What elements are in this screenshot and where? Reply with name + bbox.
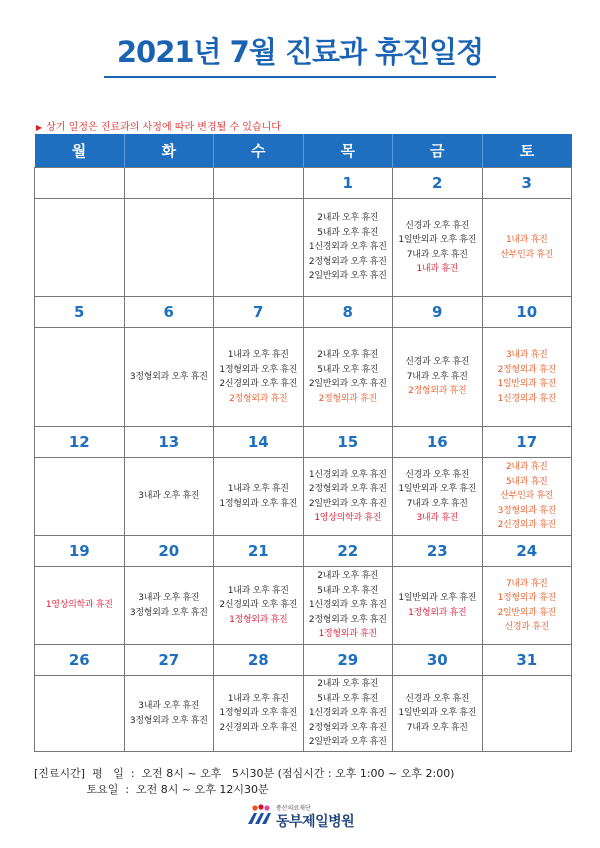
- closure-entry: 2내과 오후 휴진: [317, 679, 379, 690]
- closure-cell: [124, 328, 214, 427]
- closure-entry: 3내과 휴진: [505, 350, 548, 360]
- date-cell: 8: [303, 297, 393, 328]
- calendar-body: [35, 168, 572, 752]
- closure-cell: [214, 199, 304, 297]
- date-cell: 21: [214, 536, 304, 567]
- empty-date-cell: [214, 168, 304, 199]
- closure-entry: 3내과 오후 휴진: [138, 701, 200, 711]
- closure-row: [35, 458, 572, 536]
- date-cell: 13: [124, 427, 214, 458]
- weekday-sat: 토: [482, 134, 572, 168]
- closure-cell: [393, 199, 483, 297]
- closure-entry: 5내과 휴진: [505, 476, 548, 487]
- closure-entry: 2내과 오후 휴진: [317, 571, 379, 582]
- weekday-mon: 월: [35, 134, 125, 168]
- schedule-notice: [36, 118, 281, 133]
- closure-entry: 1일반외과 오후 휴진: [398, 484, 477, 494]
- date-cell: 22: [303, 536, 393, 567]
- closure-entry: 1신경외과 오후 휴진: [308, 469, 387, 480]
- closure-cell: [35, 328, 125, 427]
- closure-entry: 1신경외과 휴진: [497, 393, 556, 404]
- closure-cell: [303, 458, 393, 536]
- closure-entry: 1정형외과 오후 휴진: [219, 498, 298, 509]
- closure-cell: [393, 567, 483, 645]
- closure-entry: 1일반외과 오후 휴진: [398, 235, 477, 245]
- closure-entry: 1내과 휴진: [416, 264, 459, 274]
- closure-cell: [303, 567, 393, 645]
- date-row: [35, 536, 572, 567]
- closure-entry: 1정형외과 휴진: [497, 593, 556, 603]
- clinic-hours: [34, 766, 454, 798]
- closure-entry: 2정형외과 오후 휴진: [308, 614, 387, 625]
- closure-cell: [35, 567, 125, 645]
- date-cell: 23: [393, 536, 483, 567]
- closure-entry: 7내과 휴진: [505, 578, 548, 589]
- closure-cell: [482, 199, 572, 297]
- date-cell: 12: [35, 427, 125, 458]
- closure-entry: 산부인과 휴진: [500, 491, 554, 502]
- date-cell: 10: [482, 297, 572, 328]
- closure-entry: 2내과 오후 휴진: [317, 350, 379, 360]
- empty-date-cell: [124, 168, 214, 199]
- closure-entry: 1정형외과 휴진: [229, 614, 288, 625]
- closure-entry: 1내과 오후 휴진: [227, 693, 289, 704]
- closure-entry: 3내과 오후 휴진: [138, 491, 200, 502]
- closure-entry: 산부인과 휴진: [500, 249, 554, 260]
- closure-entry: 2신경외과 오후 휴진: [219, 600, 298, 611]
- closure-entry: 1영상의학과 휴진: [45, 600, 113, 611]
- closure-cell: [35, 676, 125, 752]
- closure-entry: 7내과 오후 휴진: [406, 371, 468, 382]
- closure-cell: [124, 676, 214, 752]
- closure-cell: [393, 328, 483, 427]
- closure-entry: 2정형외과 휴진: [318, 393, 377, 404]
- weekday-header-row: [35, 134, 572, 168]
- closure-entry: 5내과 오후 휴진: [317, 227, 379, 238]
- closure-entry: 1일반외과 오후 휴진: [398, 593, 477, 603]
- closure-entry: 1정형외과 오후 휴진: [219, 364, 298, 375]
- date-cell: 15: [303, 427, 393, 458]
- date-cell: 2: [393, 168, 483, 199]
- closure-entry: 2내과 휴진: [505, 462, 548, 473]
- closure-cell: [482, 328, 572, 427]
- date-cell: 31: [482, 645, 572, 676]
- closure-row: [35, 199, 572, 297]
- closure-entry: 7내과 오후 휴진: [406, 498, 468, 509]
- hospital-logo: [246, 800, 366, 830]
- closure-entry: 신경과 오후 휴진: [405, 220, 470, 231]
- closure-row: [35, 676, 572, 752]
- date-cell: 26: [35, 645, 125, 676]
- weekday-fri: 금: [393, 134, 483, 168]
- date-cell: 27: [124, 645, 214, 676]
- closure-entry: 2신경외과 오후 휴진: [219, 722, 298, 733]
- closure-entry: 1일반외과 휴진: [497, 379, 556, 389]
- closure-entry: 5내과 오후 휴진: [317, 585, 379, 596]
- closure-cell: [393, 458, 483, 536]
- closure-entry: 1정형외과 휴진: [318, 629, 377, 640]
- closure-entry: 3정형외과 오후 휴진: [129, 371, 208, 382]
- calendar-table: [34, 134, 572, 752]
- closure-cell: [214, 676, 304, 752]
- date-cell: 17: [482, 427, 572, 458]
- closure-entry: 2일반외과 오후 휴진: [308, 498, 387, 509]
- closure-entry: 2일반외과 오후 휴진: [308, 737, 387, 748]
- closure-entry: 2신경외과 휴진: [497, 520, 556, 531]
- closure-cell: [124, 567, 214, 645]
- hours-weekday: [진료시간] 평 일 : 오전 8시 ~ 오후 5시30분 (점심시간 : 오후 1:00 ~ 오후 2:00): [34, 767, 455, 780]
- closure-cell: [35, 199, 125, 297]
- closure-entry: 2정형외과 휴진: [229, 393, 288, 404]
- closure-cell: [303, 676, 393, 752]
- date-cell: 9: [393, 297, 483, 328]
- closure-cell: [303, 199, 393, 297]
- hospital-logo-icon: [246, 804, 272, 826]
- closure-entry: 1신경외과 오후 휴진: [308, 242, 387, 253]
- weekday-wed: 수: [214, 134, 304, 168]
- logo-foundation: 풍산의료재단: [276, 805, 311, 812]
- closure-entry: 5내과 오후 휴진: [317, 693, 379, 704]
- date-cell: 3: [482, 168, 572, 199]
- closure-cell: [482, 676, 572, 752]
- closure-entry: 1신경외과 오후 휴진: [308, 600, 387, 611]
- date-cell: 19: [35, 536, 125, 567]
- closure-cell: [482, 458, 572, 536]
- closure-entry: 신경과 오후 휴진: [405, 693, 470, 704]
- closure-entry: 1신경외과 오후 휴진: [308, 708, 387, 719]
- closure-entry: 1내과 오후 휴진: [227, 350, 289, 360]
- date-cell: 24: [482, 536, 572, 567]
- date-row: [35, 645, 572, 676]
- closure-entry: 신경과 오후 휴진: [405, 469, 470, 480]
- closure-cell: [482, 567, 572, 645]
- date-cell: 29: [303, 645, 393, 676]
- date-row: [35, 168, 572, 199]
- closure-cell: [214, 567, 304, 645]
- closure-entry: 2일반외과 휴진: [497, 607, 556, 618]
- closure-entry: 1내과 오후 휴진: [227, 585, 289, 596]
- closure-cell: [35, 458, 125, 536]
- closure-entry: 3내과 오후 휴진: [138, 593, 200, 603]
- weekday-thu: 목: [303, 134, 393, 168]
- closure-entry: 1정형외과 휴진: [408, 607, 467, 618]
- closure-cell: [214, 328, 304, 427]
- date-cell: 6: [124, 297, 214, 328]
- closure-entry: 1내과 오후 휴진: [227, 484, 289, 494]
- closure-entry: 신경과 휴진: [504, 622, 550, 632]
- date-cell: 7: [214, 297, 304, 328]
- closure-entry: 2일반외과 오후 휴진: [308, 379, 387, 389]
- closure-entry: 2일반외과 오후 휴진: [308, 271, 387, 282]
- closure-entry: 3정형외과 오후 휴진: [129, 607, 208, 618]
- closure-entry: 3정형외과 오후 휴진: [129, 715, 208, 726]
- title-underline: [104, 76, 496, 78]
- date-row: [35, 297, 572, 328]
- closure-entry: 7내과 오후 휴진: [406, 722, 468, 733]
- closure-cell: [303, 328, 393, 427]
- date-cell: 14: [214, 427, 304, 458]
- closure-entry: 2정형외과 휴진: [408, 386, 467, 397]
- closure-entry: 1정형외과 오후 휴진: [219, 708, 298, 719]
- closure-entry: 3내과 휴진: [416, 513, 459, 523]
- closure-cell: [124, 458, 214, 536]
- date-cell: 1: [303, 168, 393, 199]
- triangle-icon: ▶: [36, 123, 43, 132]
- date-cell: 20: [124, 536, 214, 567]
- date-cell: 28: [214, 645, 304, 676]
- closure-entry: 2정형외과 오후 휴진: [308, 484, 387, 494]
- closure-entry: 2신경외과 오후 휴진: [219, 379, 298, 389]
- empty-date-cell: [35, 168, 125, 199]
- closure-entry: 5내과 오후 휴진: [317, 364, 379, 375]
- hours-saturday: 토요일 : 오전 8시 ~ 오후 12시30분: [34, 783, 269, 796]
- closure-entry: 1내과 휴진: [505, 235, 548, 245]
- closure-entry: 7내과 오후 휴진: [406, 249, 468, 260]
- date-cell: 30: [393, 645, 483, 676]
- closure-entry: 1일반외과 오후 휴진: [398, 708, 477, 719]
- closure-cell: [124, 199, 214, 297]
- closure-entry: 1영상의학과 휴진: [314, 513, 382, 523]
- closure-entry: 3정형외과 휴진: [497, 505, 556, 516]
- date-cell: 5: [35, 297, 125, 328]
- date-row: [35, 427, 572, 458]
- closure-cell: [393, 676, 483, 752]
- weekday-tue: 화: [124, 134, 214, 168]
- closure-entry: 2내과 오후 휴진: [317, 213, 379, 224]
- page-title: 2021년 7월 진료과 휴진일정: [116, 35, 484, 69]
- closure-entry: 2정형외과 오후 휴진: [308, 722, 387, 733]
- closure-entry: 2정형외과 휴진: [497, 364, 556, 375]
- closure-row: [35, 328, 572, 427]
- notice-text: 상기 일정은 진료과의 사정에 따라 변경될 수 있습니다: [46, 122, 281, 133]
- logo-hospital-name: 동부제일병원: [276, 814, 355, 830]
- closure-row: [35, 567, 572, 645]
- date-cell: 16: [393, 427, 483, 458]
- closure-entry: 2정형외과 오후 휴진: [308, 256, 387, 267]
- closure-cell: [214, 458, 304, 536]
- closure-entry: 신경과 오후 휴진: [405, 357, 470, 368]
